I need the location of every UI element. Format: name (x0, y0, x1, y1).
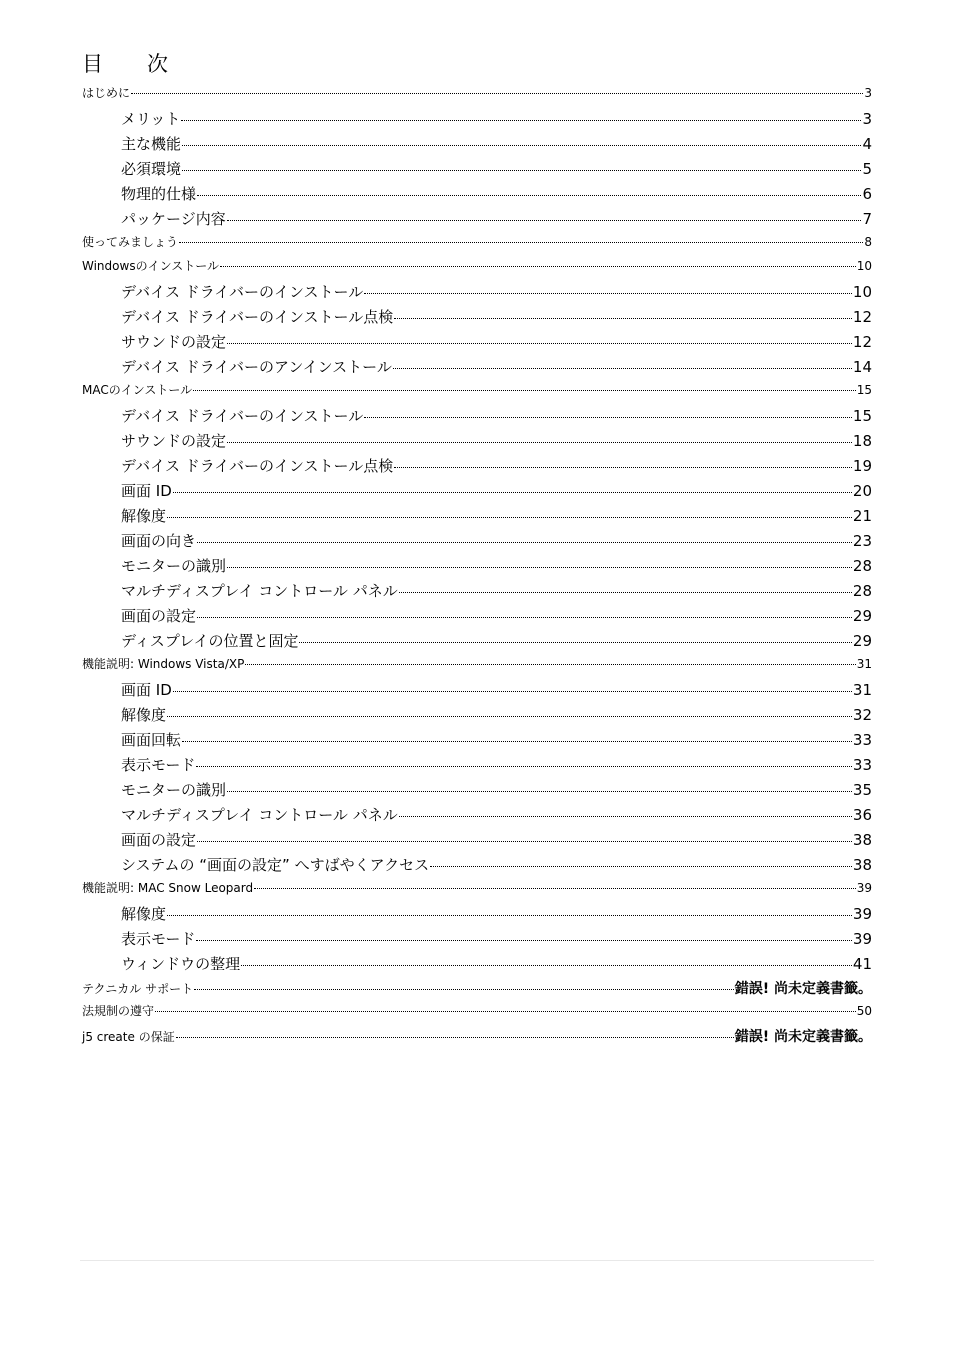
footer-divider (80, 1260, 874, 1261)
toc-entry-page-number: 28 (852, 582, 872, 600)
toc-entry-title: 画面の設定 (121, 607, 197, 625)
toc-entry-title: 物理的仕様 (121, 185, 197, 203)
toc-entry-chapter[interactable] (82, 381, 872, 405)
toc-entry-title: 機能説明: MAC Snow Leopard (82, 881, 254, 895)
toc-entry-chapter[interactable] (82, 84, 872, 108)
dot-leader (364, 293, 852, 294)
toc-entry-page-number: 10 (856, 259, 872, 273)
toc-entry-section[interactable] (82, 928, 872, 953)
toc-entry-chapter[interactable] (82, 1026, 872, 1050)
toc-entry-title: モニターの識別 (121, 781, 227, 799)
dot-leader (197, 195, 861, 196)
toc-entry-title: ウィンドウの整理 (121, 955, 241, 973)
toc-entry-page-number: 36 (852, 806, 872, 824)
toc-entry-page-number: 29 (852, 607, 872, 625)
dot-leader (193, 390, 856, 391)
dot-leader (299, 642, 851, 643)
toc-entry-title: システムの “画面の設定” へすばやくアクセス (121, 856, 430, 874)
toc-entry-title: サウンドの設定 (121, 432, 227, 450)
dot-leader (227, 442, 852, 443)
toc-entry-section[interactable] (82, 455, 872, 480)
dot-leader (167, 716, 852, 717)
toc-entry-page-number: 10 (852, 283, 872, 301)
dot-leader (182, 145, 861, 146)
dot-leader (173, 492, 852, 493)
dot-leader (430, 866, 852, 867)
toc-entry-page-number: 20 (852, 482, 872, 500)
toc-entry-section[interactable] (82, 208, 872, 233)
toc-entry-page-number: 8 (864, 235, 872, 249)
toc-entry-title: はじめに (82, 86, 131, 100)
toc-entry-title: 画面 ID (121, 681, 172, 699)
toc-entry-page-number: 12 (852, 333, 872, 351)
toc-entry-page-number: 32 (852, 706, 872, 724)
toc-entry-section[interactable] (82, 430, 872, 455)
dot-leader (227, 567, 852, 568)
dot-leader (131, 93, 863, 94)
dot-leader (197, 542, 852, 543)
toc-entry-chapter[interactable] (82, 879, 872, 903)
toc-entry-page-number: 33 (852, 756, 872, 774)
dot-leader (179, 242, 863, 243)
dot-leader (196, 940, 852, 941)
toc-entry-section[interactable] (82, 854, 872, 879)
toc-entry-page-number: 29 (852, 632, 872, 650)
toc-entry-page-number: 14 (852, 358, 872, 376)
toc-entry-title: 表示モード (121, 756, 196, 774)
toc-entry-section[interactable] (82, 405, 872, 430)
toc-entry-section[interactable] (82, 331, 872, 356)
dot-leader (181, 120, 861, 121)
dot-leader (176, 1037, 734, 1038)
toc-entry-section[interactable] (82, 281, 872, 306)
dot-leader (182, 170, 861, 171)
dot-leader (167, 517, 852, 518)
dot-leader (227, 343, 852, 344)
toc-entry-title: 画面回転 (121, 731, 182, 749)
toc-entry-section[interactable] (82, 829, 872, 854)
toc-entry-page-number: 6 (862, 185, 872, 203)
toc-entry-page-number: 錯誤! 尚未定義書籤。 (734, 1029, 872, 1045)
toc-entry-page-number: 31 (852, 681, 872, 699)
toc-entry-page-number: 23 (852, 532, 872, 550)
toc-entry-title: j5 create の保証 (82, 1030, 175, 1044)
toc-entry-title: 解像度 (121, 507, 167, 525)
toc-entry-title: 機能説明: Windows Vista/XP (82, 657, 245, 671)
toc-entry-page-number: 7 (862, 210, 872, 228)
dot-leader (393, 368, 852, 369)
toc-entry-section[interactable] (82, 630, 872, 655)
toc-entry-section[interactable] (82, 133, 872, 158)
dot-leader (197, 841, 852, 842)
toc-entry-page-number: 28 (852, 557, 872, 575)
dot-leader (241, 965, 852, 966)
toc-entry-title: モニターの識別 (121, 557, 227, 575)
toc-entry-title: 画面の設定 (121, 831, 197, 849)
toc-entry-section[interactable] (82, 555, 872, 580)
toc-entry-page-number: 3 (862, 110, 872, 128)
toc-entry-title: Windowsのインストール (82, 259, 219, 273)
dot-leader (182, 741, 852, 742)
toc-entry-title: 必須環境 (121, 160, 182, 178)
toc-entry-section[interactable] (82, 704, 872, 729)
toc-entry-page-number: 39 (852, 930, 872, 948)
dot-leader (227, 791, 852, 792)
toc-entry-page-number: 12 (852, 308, 872, 326)
toc-entry-page-number: 38 (852, 831, 872, 849)
toc-entry-page-number: 41 (852, 955, 872, 973)
dot-leader (155, 1011, 856, 1012)
toc-entry-title: メリット (121, 110, 181, 128)
toc-entry-title: マルチディスプレイ コントロール パネル (121, 806, 398, 824)
toc-entry-title: 解像度 (121, 706, 167, 724)
toc-entry-page-number: 15 (852, 407, 872, 425)
dot-leader (196, 766, 852, 767)
toc-entry-page-number: 5 (862, 160, 872, 178)
toc-entry-page-number: 3 (864, 86, 872, 100)
toc-entry-section[interactable] (82, 356, 872, 381)
toc-entry-title: 解像度 (121, 905, 167, 923)
toc-entry-section[interactable] (82, 108, 872, 133)
dot-leader (394, 318, 852, 319)
toc-entry-section[interactable] (82, 158, 872, 183)
toc-entry-section[interactable] (82, 183, 872, 208)
dot-leader (220, 266, 856, 267)
toc-entry-section[interactable] (82, 729, 872, 754)
toc-entry-title: ディスプレイの位置と固定 (121, 632, 299, 650)
toc-entry-section[interactable] (82, 505, 872, 530)
toc-entry-title: パッケージ内容 (121, 210, 226, 228)
toc-entry-chapter[interactable] (82, 655, 872, 679)
toc-entry-section[interactable] (82, 953, 872, 978)
toc-entry-title: 表示モード (121, 930, 196, 948)
toc-entry-page-number: 4 (862, 135, 872, 153)
toc-entry-section[interactable] (82, 605, 872, 630)
dot-leader (254, 888, 856, 889)
dot-leader (364, 417, 852, 418)
dot-leader (173, 691, 852, 692)
dot-leader (399, 816, 852, 817)
toc-entry-page-number: 21 (852, 507, 872, 525)
table-of-contents (82, 84, 872, 1050)
toc-entry-title: テクニカル サポート (82, 982, 194, 996)
toc-entry-section[interactable] (82, 306, 872, 331)
toc-entry-title: デバイス ドライバーのインストール (121, 407, 364, 425)
toc-entry-section[interactable] (82, 580, 872, 605)
toc-entry-title: デバイス ドライバーのインストール (121, 283, 364, 301)
toc-entry-page-number: 15 (856, 383, 872, 397)
toc-entry-page-number: 35 (852, 781, 872, 799)
toc-entry-section[interactable] (82, 530, 872, 555)
page-title: 目次 (82, 52, 212, 76)
toc-entry-title: デバイス ドライバーのインストール点検 (121, 308, 394, 326)
toc-entry-section[interactable] (82, 679, 872, 704)
toc-entry-section[interactable] (82, 804, 872, 829)
toc-entry-page-number: 錯誤! 尚未定義書籤。 (734, 981, 872, 997)
toc-entry-page-number: 50 (856, 1004, 872, 1018)
toc-entry-page-number: 31 (856, 657, 872, 671)
toc-entry-title: デバイス ドライバーのインストール点検 (121, 457, 394, 475)
toc-entry-title: マルチディスプレイ コントロール パネル (121, 582, 398, 600)
dot-leader (399, 592, 852, 593)
toc-entry-page-number: 39 (852, 905, 872, 923)
toc-entry-title: 画面 ID (121, 482, 172, 500)
dot-leader (227, 220, 862, 221)
toc-entry-page-number: 19 (852, 457, 872, 475)
toc-entry-title: デバイス ドライバーのアンインストール (121, 358, 392, 376)
toc-entry-section[interactable] (82, 754, 872, 779)
toc-entry-page-number: 33 (852, 731, 872, 749)
toc-entry-title: 画面の向き (121, 532, 197, 550)
toc-entry-chapter[interactable] (82, 1002, 872, 1026)
toc-entry-chapter[interactable] (82, 978, 872, 1002)
dot-leader (197, 617, 852, 618)
toc-entry-page-number: 39 (856, 881, 872, 895)
toc-entry-title: 法規制の遵守 (82, 1004, 155, 1018)
toc-entry-title: 使ってみましょう (82, 235, 179, 249)
toc-entry-page-number: 38 (852, 856, 872, 874)
toc-entry-chapter[interactable] (82, 233, 872, 257)
toc-entry-chapter[interactable] (82, 257, 872, 281)
dot-leader (394, 467, 852, 468)
toc-entry-title: サウンドの設定 (121, 333, 227, 351)
toc-entry-section[interactable] (82, 903, 872, 928)
toc-entry-title: 主な機能 (121, 135, 182, 153)
toc-entry-page-number: 18 (852, 432, 872, 450)
toc-entry-title: MACのインストール (82, 383, 193, 397)
dot-leader (245, 664, 855, 665)
dot-leader (167, 915, 852, 916)
dot-leader (194, 989, 734, 990)
toc-entry-section[interactable] (82, 480, 872, 505)
toc-entry-section[interactable] (82, 779, 872, 804)
